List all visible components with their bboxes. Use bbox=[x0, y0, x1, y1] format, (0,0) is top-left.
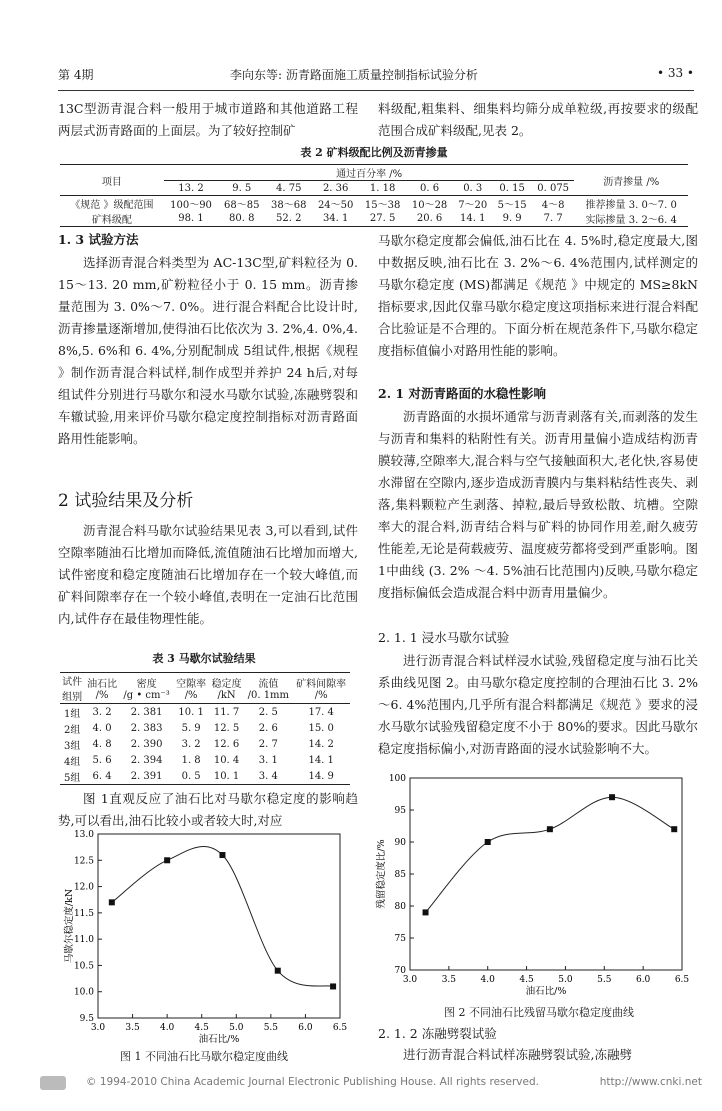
header-line: /% bbox=[184, 690, 198, 701]
x-tick-label: 3.5 bbox=[441, 975, 457, 985]
table-cell: 15. 0 bbox=[308, 722, 334, 734]
section-2-text: 沥青混合料马歇尔试验结果见表 3,可以看到,试件空隙率随油石比增加而降低,流值随油石比增加而增大,试件密度和稳定度随油石比增加存在一个较大峰值,而矿料间隙率存在一个较小峰值,表明在一定油石比范围内,试件存在最佳物理性能。 bbox=[58, 523, 358, 626]
page-number: • 33 • bbox=[656, 66, 694, 80]
table-cell: 2. 391 bbox=[130, 770, 163, 782]
row-label: 《规范 》级配范围 bbox=[70, 200, 154, 211]
x-tick-label: 6.0 bbox=[635, 975, 651, 985]
table-cell: 14. 1 bbox=[460, 213, 486, 224]
data-point bbox=[547, 826, 553, 832]
column-header bbox=[60, 673, 84, 704]
running-header bbox=[58, 66, 694, 88]
header-line: /% bbox=[95, 690, 109, 701]
x-tick-label: 3.0 bbox=[90, 1023, 106, 1033]
table-cell: 2. 394 bbox=[130, 754, 163, 766]
gradation-table bbox=[60, 164, 688, 227]
header-line: /% bbox=[314, 690, 328, 701]
plot-frame bbox=[98, 834, 340, 1018]
table2-title: 表 2 矿料级配比例及沥青掺量 bbox=[300, 146, 448, 159]
table-row bbox=[60, 720, 350, 736]
cnki-logo-icon bbox=[40, 1076, 66, 1090]
x-tick-label: 3.0 bbox=[402, 975, 418, 985]
section-1-3-heading: 1. 3 试验方法 bbox=[58, 232, 139, 247]
running-title: 李向东等: 沥青路面施工质量控制指标试验分析 bbox=[230, 68, 478, 82]
table-cell: 10～28 bbox=[411, 200, 448, 211]
table3-title: 表 3 马歇尔试验结果 bbox=[152, 652, 256, 665]
table2-pass-header: 通过百分率 /% bbox=[164, 165, 575, 181]
cnki-link[interactable]: http://www.cnki.net bbox=[599, 1076, 702, 1088]
table-cell: 7～20 bbox=[458, 200, 488, 211]
table-cell: 14. 1 bbox=[308, 754, 334, 766]
y-axis-label: 残留稳定度比/% bbox=[376, 839, 387, 909]
table2-asphalt-header: 沥青掺量 /% bbox=[574, 165, 688, 196]
table-cell: 9. 9 bbox=[502, 213, 522, 224]
x-tick-label: 4.0 bbox=[159, 1023, 175, 1033]
header-line: /0. 1mm bbox=[247, 690, 290, 701]
y-tick-label: 12.5 bbox=[73, 856, 94, 867]
plot-frame bbox=[410, 778, 682, 970]
sieve-size: 0. 3 bbox=[463, 182, 483, 194]
column-header bbox=[244, 673, 292, 704]
section-2-1-1-text: 进行沥青混合料试样浸水试验,残留稳定度与油石比关系曲线见图 2。由马歇尔稳定度控制的合理油石比 3. 2%～6. 4%范围内,几乎所有混合料都满足《规范 》要求的浸水马歇尔试验残留稳定度不小于 80%的要求。因此马歇尔稳定度指标偏小,对沥青路面的浸水试验影响不大。 bbox=[378, 653, 698, 756]
y-tick-label: 11.5 bbox=[73, 908, 94, 919]
data-point bbox=[609, 794, 615, 800]
table-cell: 7. 7 bbox=[543, 213, 563, 224]
column-header bbox=[173, 673, 208, 704]
y-tick-label: 100 bbox=[388, 774, 406, 784]
header-line: 密度 bbox=[136, 679, 157, 690]
table-cell: 3. 2 bbox=[92, 706, 112, 718]
table-cell: 3组 bbox=[63, 740, 81, 752]
table-cell: 52. 2 bbox=[275, 213, 302, 224]
y-tick-label: 11.0 bbox=[73, 935, 94, 946]
data-point bbox=[485, 839, 491, 845]
table-cell: 68～85 bbox=[224, 200, 260, 211]
series-line bbox=[426, 797, 675, 912]
column-header bbox=[209, 673, 244, 704]
table-cell: 2. 390 bbox=[130, 738, 163, 750]
table-cell: 10. 1 bbox=[178, 706, 204, 718]
y-tick-label: 10.0 bbox=[73, 987, 94, 998]
stability-chart bbox=[58, 828, 350, 1048]
table-cell: 11. 7 bbox=[213, 706, 240, 718]
table-row bbox=[60, 196, 688, 212]
marshall-results-table bbox=[60, 672, 350, 785]
data-point bbox=[164, 857, 170, 863]
x-tick-label: 4.5 bbox=[194, 1023, 209, 1033]
y-tick-label: 95 bbox=[394, 806, 406, 816]
intro-left-text: 13C型沥青混合料一般用于城市道路和其他道路工程两层式沥青路面的上面层。为了较好控制矿 bbox=[58, 101, 358, 138]
table-cell: 98. 1 bbox=[178, 213, 204, 224]
residual-stability-chart bbox=[378, 770, 700, 1002]
table-cell: 20. 6 bbox=[416, 213, 443, 224]
x-tick-label: 6.5 bbox=[674, 975, 690, 985]
table-cell: 6. 4 bbox=[92, 770, 112, 782]
table-cell: 2. 5 bbox=[258, 706, 278, 718]
table-cell: 2组 bbox=[63, 724, 81, 736]
intro-right-text: 料级配,粗集料、细集料均筛分成单粒级,再按要求的级配范围合成矿料级配,见表 2。 bbox=[378, 101, 698, 138]
right-column-text: 马歇尔稳定度都会偏低,油石比在 4. 5%时,稳定度最大,图中数据反映,油石比在 3. 2%～6. 4%范围内,试样测定的马歇尔稳定度 (MS)都满足《规范 》中规定的 MS≥8kN指标要求,因此仅靠马歇尔稳定度这项指标来进行混合料配合比验证是不合理的。下面分析在规范条件下,马歇尔稳定度指标值偏小对路用性能的影响。 bbox=[378, 233, 698, 358]
table-row bbox=[60, 704, 350, 721]
sieve-size: 0. 6 bbox=[420, 182, 440, 194]
table-cell: 4. 8 bbox=[92, 738, 112, 750]
x-tick-label: 6.0 bbox=[298, 1023, 313, 1033]
table-cell: 2. 383 bbox=[130, 722, 163, 734]
table-cell: 27. 5 bbox=[369, 213, 396, 224]
table-row bbox=[60, 752, 350, 768]
y-axis-label: 马歇尔稳定度/kN bbox=[64, 888, 75, 964]
section-2-1-1-heading: 2. 1. 1 浸水马歇尔试验 bbox=[378, 630, 510, 645]
table-cell: 4. 0 bbox=[92, 722, 112, 734]
table-cell: 4～8 bbox=[541, 200, 565, 211]
table-cell: 5. 9 bbox=[181, 722, 201, 734]
sieve-size: 1. 18 bbox=[369, 182, 396, 194]
table-cell: 3. 1 bbox=[258, 754, 278, 766]
sieve-size: 0. 15 bbox=[499, 182, 525, 194]
sieve-size: 2. 36 bbox=[322, 182, 349, 194]
table2-project-header: 项目 bbox=[60, 165, 164, 196]
table-row bbox=[60, 736, 350, 752]
x-axis-label: 油石比/% bbox=[525, 986, 567, 997]
table-cell: 1. 8 bbox=[181, 754, 201, 766]
sieve-size: 4. 75 bbox=[275, 182, 302, 194]
table-cell: 10. 4 bbox=[213, 754, 240, 766]
section-2-1-2-heading: 2. 1. 2 冻融劈裂试验 bbox=[378, 1026, 497, 1041]
x-tick-label: 5.0 bbox=[229, 1023, 244, 1033]
data-point bbox=[423, 909, 429, 915]
row-label: 矿料级配 bbox=[91, 215, 132, 226]
table-cell: 24～50 bbox=[317, 200, 354, 211]
table-cell: 2. 381 bbox=[130, 706, 163, 718]
section-2-1-text: 沥青路面的水损坏通常与沥青剥落有关,而剥落的发生与沥青和集料的粘附性有关。沥青用量偏小造成结构沥青膜较薄,空隙率大,混合料与空气接触面积大,老化快,容易使水滞留在空隙内,逐步造成沥青膜内与集料粘结性丧失、剥落,集料颗粒产生剥落、掉粒,最后导致松散、坑槽。空隙率大的混合料,沥青结合料与矿料的协同作用差,耐久疲劳性能差,无论是荷载疲劳、温度疲劳都将受到严重影响。图 1中曲线 (3. 2% ～4. 5%油石比范围内)反映,马歇尔稳定度指标偏低会造成混合料中沥青用量偏少。 bbox=[378, 409, 698, 600]
table-cell: 14. 2 bbox=[308, 738, 334, 750]
table-cell: 100～90 bbox=[170, 200, 212, 211]
table-cell: 34. 1 bbox=[322, 213, 349, 224]
fig2-caption: 图 2 不同油石比残留马歇尔稳定度曲线 bbox=[444, 1006, 634, 1019]
header-line: 稳定度 bbox=[211, 679, 242, 690]
header-line: 组别 bbox=[62, 692, 83, 703]
table-row bbox=[60, 768, 350, 785]
table-cell: 80. 8 bbox=[229, 213, 255, 224]
fig1-caption: 图 1 不同油石比马歇尔稳定度曲线 bbox=[120, 1050, 288, 1063]
table-cell: 15～38 bbox=[364, 200, 401, 211]
x-tick-label: 6.5 bbox=[332, 1023, 348, 1033]
table-cell: 5. 6 bbox=[92, 754, 112, 766]
asphalt-cell: 实际掺量 3. 2～6. 4 bbox=[585, 215, 677, 226]
y-tick-label: 9.5 bbox=[79, 1014, 94, 1024]
y-tick-label: 75 bbox=[394, 934, 406, 944]
table-cell: 1组 bbox=[63, 708, 81, 720]
column-header bbox=[120, 673, 174, 704]
data-point bbox=[275, 968, 281, 974]
header-line: /g • cm⁻³ bbox=[123, 690, 170, 701]
fig1-intro-text: 图 1直观反应了油石比对马歇尔稳定度的影响趋势,可以看出,油石比较小或者较大时,对应 bbox=[58, 791, 358, 828]
section-1-3-text: 选择沥青混合料类型为 AC-13C型,矿料粒径为 0. 15～13. 20 mm,矿粉粒径小于 0. 15 mm。沥青掺量范围为 3. 0%～7. 0%。进行混合料配合比设计时,沥青掺量逐渐增加,使得油石比依次为 3. 2%,4. 0%,4. 8%,5. 6%和 6. 4%,分别配制成 5组试件,根据《规程 》制作沥青混合料试样,制作成型并养护 24 h后,对每组试件分别进行马歇尔和浸水马歇尔试验,冻融劈裂和车辙试验,用来评价马歇尔稳定度控制指标对沥青路面路用性能影响。 bbox=[58, 255, 358, 446]
header-line: 矿料间隙率 bbox=[296, 679, 347, 690]
x-tick-label: 3.5 bbox=[125, 1023, 140, 1033]
table-row bbox=[60, 211, 688, 227]
section-2-1-2-text: 进行沥青混合料试样冻融劈裂试验,冻融劈 bbox=[403, 1047, 632, 1062]
table-cell: 3. 2 bbox=[181, 738, 201, 750]
y-tick-label: 80 bbox=[394, 902, 406, 912]
data-point bbox=[330, 983, 336, 989]
header-line: /kN bbox=[217, 690, 236, 701]
sieve-size: 0. 075 bbox=[537, 182, 570, 194]
copyright-text: © 1994-2010 China Academic Journal Electronic Publishing House. All rights reserved. bbox=[86, 1076, 539, 1088]
y-tick-label: 85 bbox=[394, 870, 406, 880]
x-tick-label: 5.5 bbox=[263, 1023, 279, 1033]
column-header bbox=[292, 673, 350, 704]
table-cell: 3. 4 bbox=[258, 770, 278, 782]
y-tick-label: 12.0 bbox=[73, 882, 94, 893]
table-cell: 2. 7 bbox=[258, 738, 278, 750]
x-tick-label: 5.0 bbox=[558, 975, 573, 985]
table-cell: 38～68 bbox=[270, 200, 307, 211]
table-cell: 14. 9 bbox=[308, 770, 334, 782]
header-line: 流值 bbox=[258, 679, 279, 690]
x-tick-label: 4.0 bbox=[480, 975, 495, 985]
header-rule bbox=[58, 90, 694, 91]
data-point bbox=[671, 826, 677, 832]
table-cell: 5～15 bbox=[497, 200, 527, 211]
x-tick-label: 5.5 bbox=[597, 975, 612, 985]
header-line: 试件 bbox=[62, 677, 83, 688]
section-2-1-heading: 2. 1 对沥青路面的水稳性影响 bbox=[378, 386, 546, 401]
y-tick-label: 70 bbox=[394, 966, 406, 976]
header-line: 油石比 bbox=[87, 679, 118, 690]
y-tick-label: 13.0 bbox=[73, 830, 94, 840]
table-cell: 17. 4 bbox=[308, 706, 334, 718]
sieve-size: 9. 5 bbox=[232, 182, 252, 194]
table-cell: 5组 bbox=[63, 772, 81, 784]
table-cell: 12. 6 bbox=[213, 738, 240, 750]
table-cell: 4组 bbox=[63, 756, 81, 768]
table-cell: 2. 6 bbox=[258, 722, 278, 734]
data-point bbox=[219, 852, 225, 858]
series-line bbox=[112, 846, 333, 986]
asphalt-cell: 推荐掺量 3. 0～7. 0 bbox=[585, 200, 677, 211]
table-cell: 12. 5 bbox=[213, 722, 240, 734]
header-line: 空隙率 bbox=[176, 679, 207, 690]
sieve-size: 13. 2 bbox=[178, 182, 204, 194]
x-tick-label: 4.5 bbox=[519, 975, 534, 985]
data-point bbox=[109, 899, 115, 905]
table-cell: 10. 1 bbox=[213, 770, 240, 782]
x-axis-label: 油石比/% bbox=[198, 1034, 240, 1045]
y-tick-label: 10.5 bbox=[73, 961, 94, 972]
table-cell: 0. 5 bbox=[181, 770, 201, 782]
issue-number: 第 4期 bbox=[58, 68, 94, 82]
section-2-heading: 2 试验结果及分析 bbox=[58, 491, 194, 511]
column-header bbox=[84, 673, 119, 704]
y-tick-label: 90 bbox=[394, 838, 406, 848]
